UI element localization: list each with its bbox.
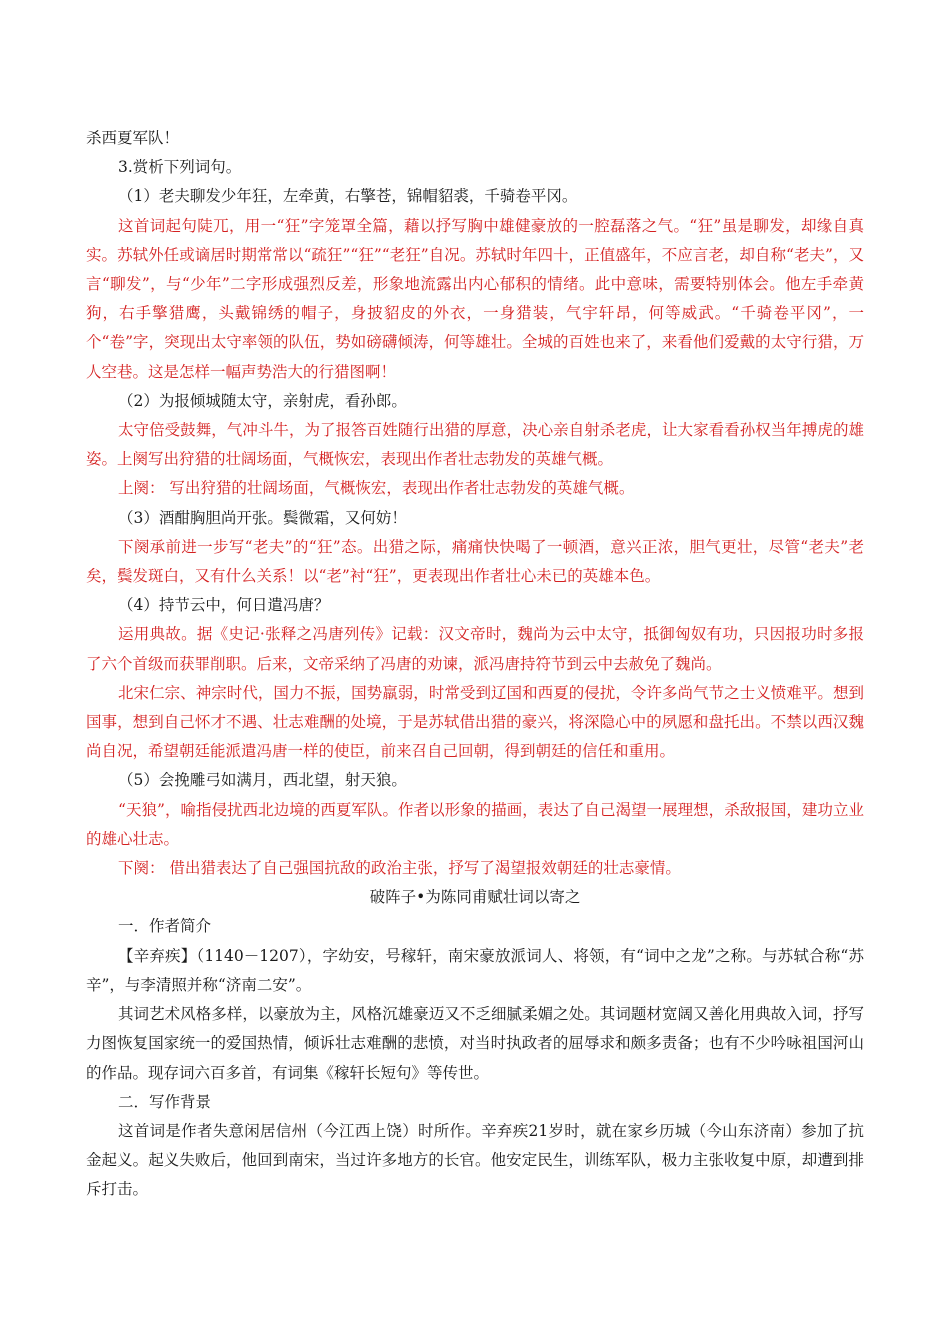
verse-line-4: （4）持节云中，何日遣冯唐？ [118,596,330,615]
analysis-4a: 运用典故。据《史记·张释之冯唐列传》记载：汉文帝时，魏尚为云中太守，抵御匈奴有功，只因报功时多报了六个首级而获罪削职。后来，文帝采纳了冯唐的劝谏，派冯唐持符节到云中去赦免了魏尚。 [86,625,864,673]
verse-line-3: （3）酒酣胸胆尚开张。鬓微霜，又何妨！ [118,508,407,527]
analysis-2: 太守倍受鼓舞，气冲斗牛，为了报答百姓随行出猎的厚意，决心亲自射杀老虎，让大家看看孙权当年搏虎的雄姿。上阕写出狩猎的壮阔场面，气概恢宏，表现出作者壮志勃发的英雄气概。 [86,421,864,469]
question-heading: 3.赏析下列词句。 [118,158,242,177]
verse-line-5: （5）会挽雕弓如满月，西北望，射天狼。 [118,771,407,790]
lower-stanza-summary: 下阕： 借出猎表达了自己强国抗敌的政治主张，抒写了渴望报效朝廷的壮志豪情。 [118,859,681,878]
paragraph-continuation: 杀西夏军队！ [86,129,180,147]
section-heading-author: 一．作者简介 [118,917,212,936]
analysis-3: 下阕承前进一步写“老夫”的“狂”态。出猎之际，痛痛快快喝了一顿酒，意兴正浓，胆气更壮，尽管“老夫”老矣，鬓发斑白，又有什么关系！以“老”衬“狂”，更表现出作者壮心未已的英雄本色。 [86,537,864,586]
section-heading-background: 二．写作背景 [118,1092,212,1111]
poem-title: 破阵子•为陈同甫赋壮词以寄之 [369,888,581,907]
background-text: 这首词是作者失意闲居信州（今江西上饶）时所作。辛弃疾21岁时，就在家乡历城（今山东济南）参加了抗金起义。起义失败后，他回到南宋，当过许多地方的长官。他安定民生，训练军队，极力主张收复中原，却遭到排斥打击。 [86,1121,864,1199]
verse-line-1: （1）老夫聊发少年狂，左牵黄，右擎苍，锦帽貂裘，千骑卷平冈。 [118,187,578,206]
analysis-4b: 北宋仁宗、神宗时代，国力不振，国势羸弱，时常受到辽国和西夏的侵扰，令许多尚气节之士义愤难平。想到国事，想到自己怀才不遇、壮志难酬的处境，于是苏轼借出猎的豪兴，将深隐心中的夙愿和盘托出。不禁以西汉魏尚自况，希望朝廷能派遣冯唐一样的使臣，前来召自己回朝，得到朝廷的信任和重用。 [86,683,864,761]
verse-line-2: （2）为报倾城随太守，亲射虎，看孙郎。 [118,391,407,410]
author-style: 其词艺术风格多样，以豪放为主，风格沉雄豪迈又不乏细腻柔媚之处。其词题材宽阔又善化用典故入词，抒写力图恢复国家统一的爱国热情，倾诉壮志难酬的悲愤，对当时执政者的屈辱求和颇多责备；也有不少吟咏祖国河山的作品。现存词六百多首，有词集《稼轩长短句》等传世。 [86,1005,864,1082]
analysis-5: “天狼”，喻指侵扰西北边境的西夏军队。作者以形象的描画，表达了自己渴望一展理想，杀敌报国，建功立业的雄心壮志。 [86,800,864,848]
upper-stanza-summary: 上阕： 写出狩猎的壮阔场面，气概恢宏，表现出作者壮志勃发的英雄气概。 [118,479,635,498]
author-intro: 【辛弃疾】（1140－1207），字幼安，号稼轩，南宋豪放派词人、将领，有“词中之龙”之称。与苏轼合称“苏辛”，与李清照并称“济南二安”。 [86,946,864,994]
analysis-1: 这首词起句陡兀，用一“狂”字笼罩全篇，藉以抒写胸中雄健豪放的一腔磊落之气。“狂”虽是聊发，却缘自真实。苏轼外任或谪居时期常常以“疏狂”“狂”“老狂”自况。苏轼时年四十，正值盛年，不应言老，却自称“老夫”，又言“聊发”，与“少年”二字形成强烈反差，形象地流露出内心郁积的情绪。此中意味，需要特别体会。他左手牵黄狗，右手擎猎鹰，头戴锦绣的帽子，身披貂皮的外衣，一身猎装，气宇轩昂，何等威武。“千骑卷平冈”，一个“卷”字，突现出太守率领的队伍，势如磅礴倾涛，何等雄壮。全城的百姓也来了，来看他们爱戴的太守行猎，万人空巷。这是怎样一幅声势浩大的行猎图啊！ [86,216,864,381]
